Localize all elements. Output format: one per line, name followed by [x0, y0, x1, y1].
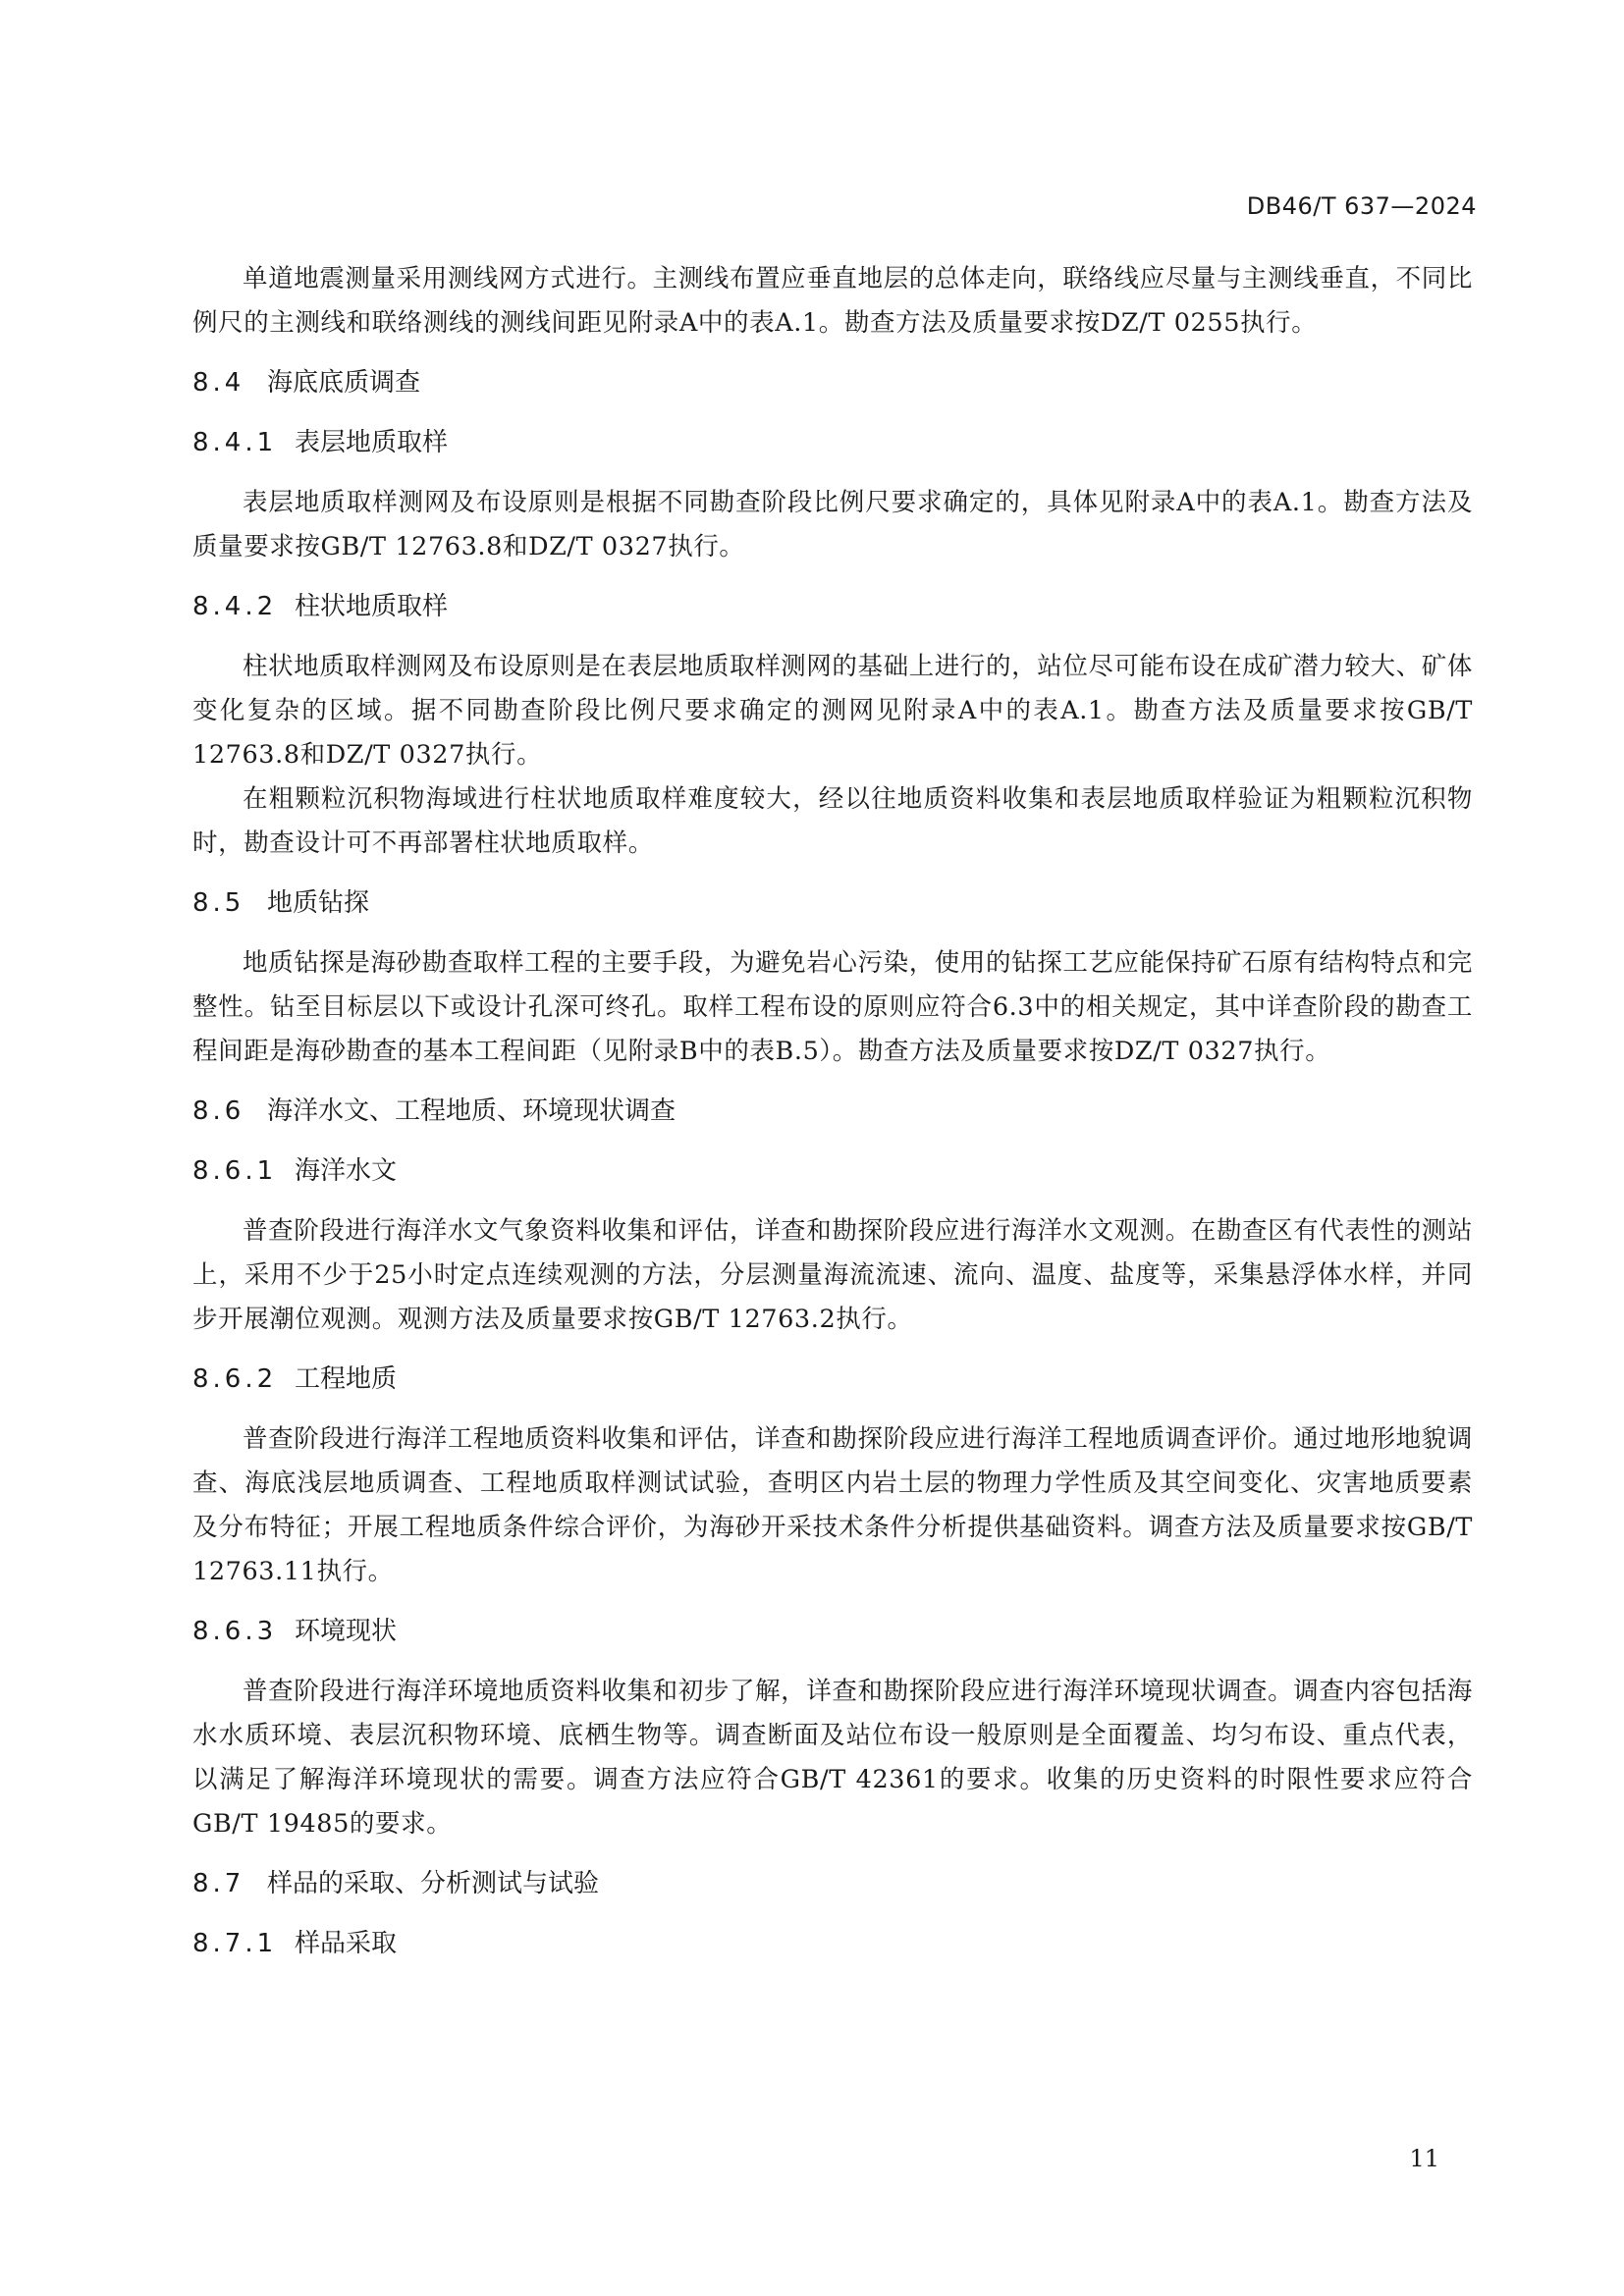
paragraph-environment: 普查阶段进行海洋环境地质资料收集和初步了解，详查和勘探阶段应进行海洋环境现状调查。调查内容包括海水水质环境、表层沉积物环境、底栖生物等。调查断面及站位布设一般原则是全面覆盖、均匀布设、重点代表，以满足了解海洋环境现状的需要。调查方法应符合GB/T 42361的要求。收集的历史资料的时限性要求应符合GB/T 19485的要求。 — [192, 1677, 1473, 1839]
section-number: 8.6.2 — [192, 1364, 278, 1394]
section-number: 8.6.3 — [192, 1617, 278, 1646]
page-number: 11 — [1409, 2145, 1439, 2172]
section-title: 柱状地质取样 — [295, 592, 449, 621]
section-title: 环境现状 — [295, 1617, 398, 1646]
heading-8-4-2 — [192, 585, 1473, 629]
paragraph-drilling: 地质钻探是海砂勘查取样工程的主要手段，为避免岩心污染，使用的钻探工艺应能保持矿石原有结构特点和完整性。钻至目标层以下或设计孔深可终孔。取样工程布设的原则应符合6.3中的相关规定，其中详查阶段的勘查工程间距是海砂勘查的基本工程间距（见附录B中的表B.5）。勘查方法及质量要求按DZ/T 0327执行。 — [192, 948, 1473, 1066]
section-title: 地质钻探 — [267, 888, 370, 918]
section-number: 8.6 — [192, 1096, 245, 1126]
standard-code: DB46/T 637—2024 — [1246, 192, 1477, 220]
section-number: 8.4 — [192, 368, 245, 398]
section-number: 8.4.2 — [192, 592, 278, 621]
section-title: 海底底质调查 — [267, 368, 421, 398]
heading-8-7 — [192, 1862, 1473, 1906]
section-number: 8.7 — [192, 1869, 245, 1898]
heading-8-4-1 — [192, 421, 1473, 465]
heading-8-7-1 — [192, 1922, 1473, 1966]
section-title: 表层地质取样 — [295, 428, 449, 457]
document-body — [192, 257, 1473, 1982]
heading-8-6 — [192, 1090, 1473, 1134]
section-title: 海洋水文、工程地质、环境现状调查 — [267, 1096, 677, 1126]
paragraph-coarse-sediment: 在粗颗粒沉积物海域进行柱状地质取样难度较大，经以往地质资料收集和表层地质取样验证为粗颗粒沉积物时，勘查设计可不再部署柱状地质取样。 — [192, 784, 1473, 858]
paragraph-engineering-geology: 普查阶段进行海洋工程地质资料收集和评估，详查和勘探阶段应进行海洋工程地质调查评价。通过地形地貌调查、海底浅层地质调查、工程地质取样测试试验，查明区内岩土层的物理力学性质及其空间变化、灾害地质要素及分布特征；开展工程地质条件综合评价，为海砂开采技术条件分析提供基础资料。调查方法及质量要求按GB/T 12763.11执行。 — [192, 1424, 1473, 1586]
heading-8-5 — [192, 881, 1473, 926]
paragraph-surface-sampling: 表层地质取样测网及布设原则是根据不同勘查阶段比例尺要求确定的，具体见附录A中的表A.1。勘查方法及质量要求按GB/T 12763.8和DZ/T 0327执行。 — [192, 488, 1473, 561]
section-title: 样品采取 — [295, 1929, 398, 1958]
section-title: 工程地质 — [295, 1364, 398, 1394]
section-number: 8.7.1 — [192, 1929, 278, 1958]
section-title: 样品的采取、分析测试与试验 — [267, 1869, 600, 1898]
paragraph-hydrology: 普查阶段进行海洋水文气象资料收集和评估，详查和勘探阶段应进行海洋水文观测。在勘查区有代表性的测站上，采用不少于25小时定点连续观测的方法，分层测量海流流速、流向、温度、盐度等，采集悬浮体水样，并同步开展潮位观测。观测方法及质量要求按GB/T 12763.2执行。 — [192, 1216, 1473, 1334]
paragraph-seismic-survey: 单道地震测量采用测线网方式进行。主测线布置应垂直地层的总体走向，联络线应尽量与主测线垂直，不同比例尺的主测线和联络测线的测线间距见附录A中的表A.1。勘查方法及质量要求按DZ/T 0255执行。 — [192, 264, 1473, 338]
section-number: 8.5 — [192, 888, 245, 918]
heading-8-6-1 — [192, 1149, 1473, 1194]
heading-8-4 — [192, 361, 1473, 405]
section-title: 海洋水文 — [295, 1156, 398, 1186]
heading-8-6-3 — [192, 1610, 1473, 1654]
section-number: 8.4.1 — [192, 428, 278, 457]
section-number: 8.6.1 — [192, 1156, 278, 1186]
heading-8-6-2 — [192, 1358, 1473, 1402]
paragraph-core-sampling: 柱状地质取样测网及布设原则是在表层地质取样测网的基础上进行的，站位尽可能布设在成矿潜力较大、矿体变化复杂的区域。据不同勘查阶段比例尺要求确定的测网见附录A中的表A.1。勘查方法及质量要求按GB/T 12763.8和DZ/T 0327执行。 — [192, 652, 1473, 770]
